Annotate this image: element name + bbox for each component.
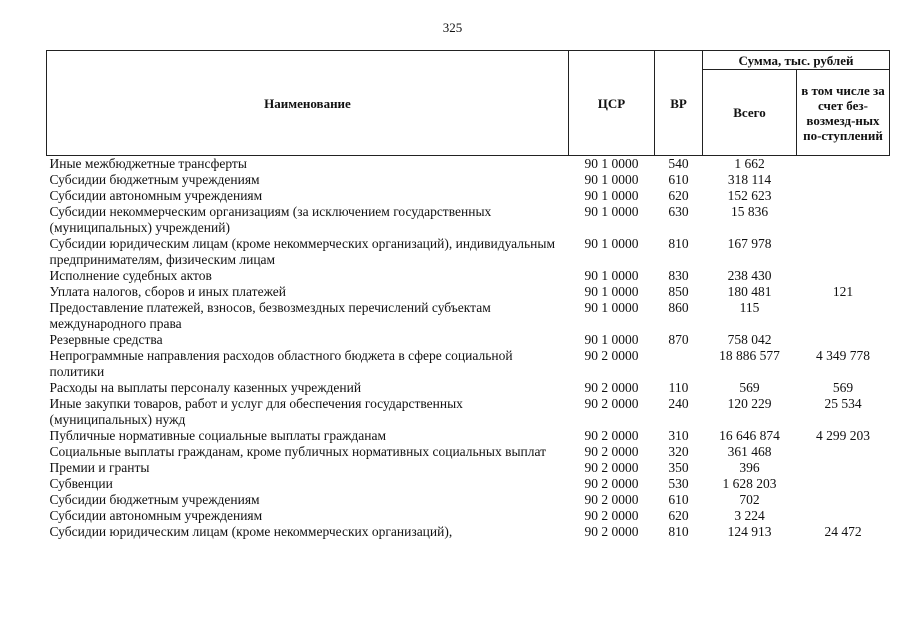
cell-vr: 610 (668, 172, 689, 187)
cell-vr: 620 (668, 508, 689, 523)
cell-csr: 90 2 0000 (584, 460, 639, 475)
cell-csr: 90 2 0000 (584, 348, 639, 363)
cell-name: Предоставление платежей, взносов, безвозмездных перечислений субъектам международного права (49, 300, 491, 331)
cell-total: 16 646 874 (719, 428, 780, 443)
budget-table (46, 50, 890, 540)
table-header (47, 51, 890, 156)
cell-csr: 90 2 0000 (584, 476, 639, 491)
header-total: Всего (703, 70, 797, 156)
cell-vr (655, 348, 703, 380)
table-row (47, 508, 890, 524)
table-row (47, 300, 890, 332)
cell-incl (797, 204, 890, 236)
cell-name: Субвенции (49, 476, 113, 491)
cell-vr: 610 (668, 492, 689, 507)
cell-total: 318 114 (727, 172, 772, 187)
cell-csr: 90 1 0000 (584, 188, 639, 203)
cell-total: 1 662 (734, 156, 765, 171)
cell-incl (797, 268, 890, 284)
table-row (47, 492, 890, 508)
table-row (47, 444, 890, 460)
cell-name: Уплата налогов, сборов и иных платежей (49, 284, 286, 299)
cell-total: 180 481 (727, 284, 772, 299)
cell-vr: 320 (668, 444, 689, 459)
cell-csr: 90 2 0000 (584, 492, 639, 507)
table-row (47, 380, 890, 396)
cell-name: Субсидии некоммерческим организациям (за исключением государственных (муниципальных) учреждений) (49, 204, 492, 235)
cell-total: 758 042 (727, 332, 772, 347)
cell-csr: 90 2 0000 (584, 396, 639, 411)
cell-vr: 850 (668, 284, 689, 299)
cell-vr: 310 (668, 428, 689, 443)
cell-incl: 569 (832, 380, 854, 395)
cell-vr: 830 (668, 268, 689, 283)
cell-name: Иные межбюджетные трансферты (49, 156, 247, 171)
cell-total: 1 628 203 (722, 476, 777, 491)
table-row (47, 188, 890, 204)
cell-total: 238 430 (727, 268, 772, 283)
cell-total: 167 978 (727, 236, 772, 251)
cell-csr: 90 1 0000 (584, 156, 639, 171)
cell-csr: 90 1 0000 (584, 172, 639, 187)
cell-total: 120 229 (727, 396, 772, 411)
cell-total: 361 468 (727, 444, 772, 459)
cell-csr: 90 1 0000 (584, 204, 639, 219)
header-csr: ЦСР (569, 51, 655, 156)
header-vr: ВР (655, 51, 703, 156)
cell-name: Исполнение судебных актов (49, 268, 212, 283)
cell-name: Резервные средства (49, 332, 163, 347)
table-row (47, 348, 890, 380)
cell-vr: 810 (668, 524, 689, 539)
table-row (47, 428, 890, 444)
cell-name: Субсидии юридическим лицам (кроме некоммерческих организаций), индивидуальным предпринимателям, физическим лицам (49, 236, 556, 267)
cell-vr: 240 (668, 396, 689, 411)
page-number: 325 (442, 20, 463, 35)
table-row (47, 236, 890, 268)
table-row (47, 332, 890, 348)
table-row (47, 268, 890, 284)
table-row (47, 396, 890, 428)
cell-csr: 90 1 0000 (584, 300, 639, 315)
header-amount: Сумма, тыс. рублей (703, 51, 890, 70)
table-row (47, 460, 890, 476)
table-row (47, 524, 890, 540)
cell-incl (797, 156, 890, 173)
cell-name: Субсидии бюджетным учреждениям (49, 172, 260, 187)
cell-vr: 540 (668, 156, 689, 171)
cell-incl (797, 300, 890, 332)
cell-name: Премии и гранты (49, 460, 150, 475)
cell-incl (797, 332, 890, 348)
cell-name: Субсидии автономным учреждениям (49, 188, 263, 203)
cell-incl: 25 534 (824, 396, 862, 411)
cell-incl (797, 476, 890, 492)
cell-name: Социальные выплаты гражданам, кроме публичных нормативных социальных выплат (49, 444, 547, 459)
cell-total: 18 886 577 (719, 348, 780, 363)
table-row (47, 476, 890, 492)
cell-vr: 630 (668, 204, 689, 219)
header-incl: в том числе за счет без-возмезд-ных по-ступлений (797, 70, 890, 156)
cell-total: 15 836 (730, 204, 769, 219)
cell-vr: 870 (668, 332, 689, 347)
cell-incl: 4 299 203 (816, 428, 870, 443)
cell-total: 702 (739, 492, 760, 507)
cell-name: Иные закупки товаров, работ и услуг для обеспечения государственных (муниципальных) нужд (49, 396, 463, 427)
table-row (47, 156, 890, 173)
cell-total: 396 (739, 460, 760, 475)
cell-csr: 90 2 0000 (584, 380, 639, 395)
cell-total: 569 (739, 380, 760, 395)
cell-vr: 620 (668, 188, 689, 203)
table-row (47, 284, 890, 300)
table-row (47, 172, 890, 188)
cell-incl (797, 508, 890, 524)
cell-incl: 121 (832, 284, 854, 299)
table-row (47, 204, 890, 236)
cell-csr: 90 1 0000 (584, 268, 639, 283)
cell-incl (797, 172, 890, 188)
cell-csr: 90 2 0000 (584, 444, 639, 459)
cell-csr: 90 2 0000 (584, 508, 639, 523)
cell-total: 3 224 (734, 508, 765, 523)
cell-total: 152 623 (727, 188, 772, 203)
cell-total: 124 913 (727, 524, 772, 539)
cell-vr: 530 (668, 476, 689, 491)
cell-name: Субсидии бюджетным учреждениям (49, 492, 260, 507)
cell-incl (797, 444, 890, 460)
cell-csr: 90 1 0000 (584, 236, 639, 251)
cell-vr: 350 (668, 460, 689, 475)
cell-csr: 90 2 0000 (584, 524, 639, 539)
cell-incl (797, 460, 890, 476)
cell-name: Субсидии автономным учреждениям (49, 508, 263, 523)
cell-vr: 110 (668, 380, 689, 395)
cell-incl (797, 188, 890, 204)
cell-total: 115 (739, 300, 760, 315)
header-name: Наименование (47, 51, 569, 156)
cell-incl (797, 492, 890, 508)
cell-name: Публичные нормативные социальные выплаты гражданам (49, 428, 387, 443)
cell-incl (797, 236, 890, 268)
cell-name: Субсидии юридическим лицам (кроме некоммерческих организаций), (49, 524, 453, 539)
cell-name: Расходы на выплаты персоналу казенных учреждений (49, 380, 362, 395)
cell-incl: 4 349 778 (816, 348, 870, 363)
table-body (47, 156, 890, 541)
cell-incl: 24 472 (824, 524, 862, 539)
cell-name: Непрограммные направления расходов областного бюджета в сфере социальной политики (49, 348, 513, 379)
cell-vr: 810 (668, 236, 689, 251)
cell-csr: 90 1 0000 (584, 332, 639, 347)
cell-csr: 90 2 0000 (584, 428, 639, 443)
cell-vr: 860 (668, 300, 689, 315)
cell-csr: 90 1 0000 (584, 284, 639, 299)
